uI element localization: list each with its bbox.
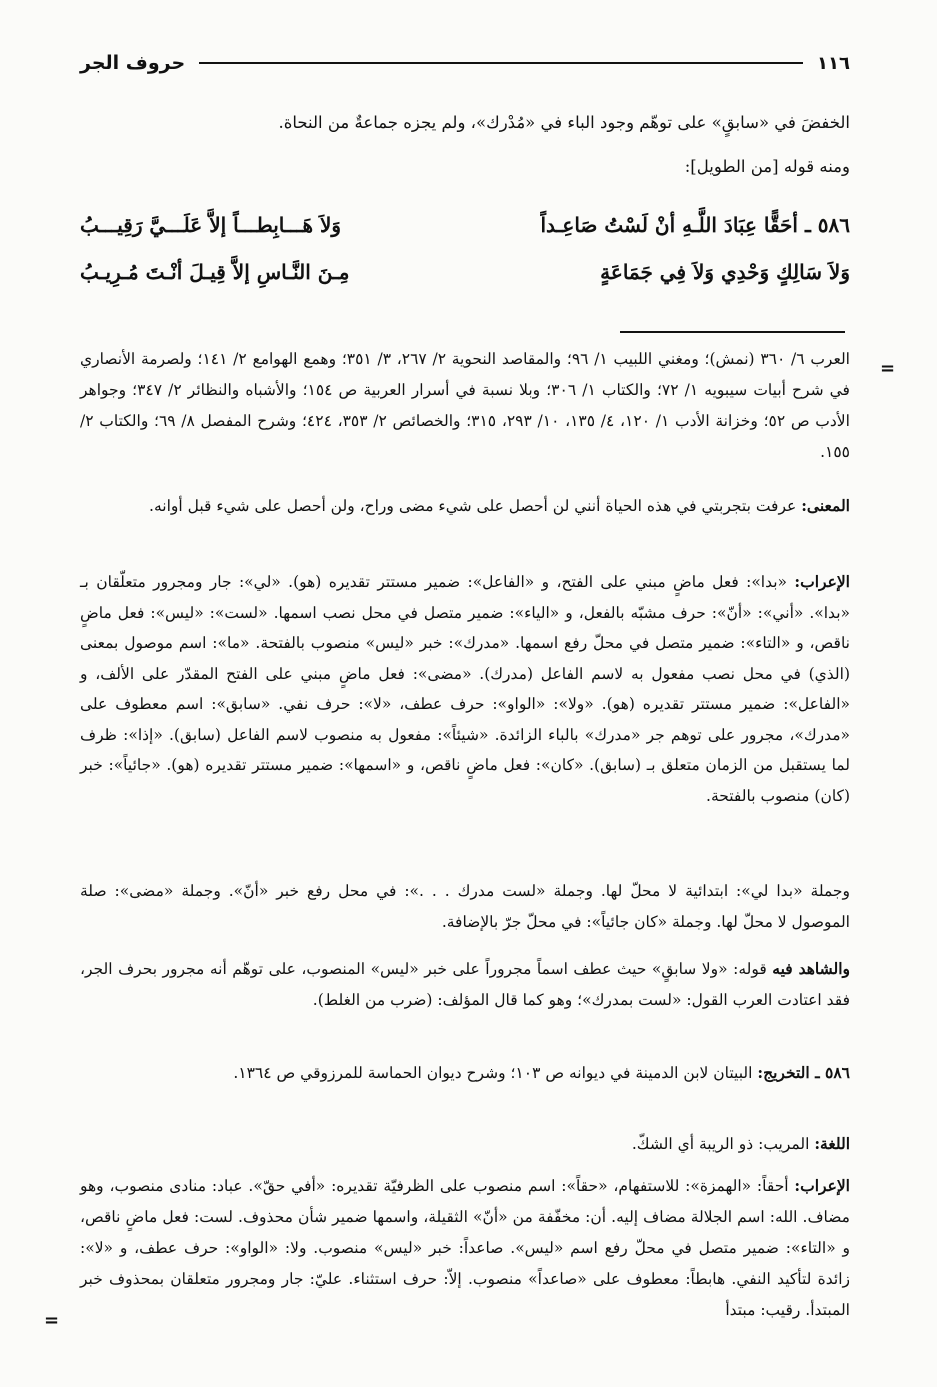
verse-line-2 (80, 252, 850, 292)
verse-line-1 (80, 205, 850, 245)
page-number: ١١٦ (817, 52, 850, 74)
takhrij-text: البيتان لابن الدمينة في ديوانه ص ١٠٣؛ وشرح ديوان الحماسة للمرزوقي ص ١٣٦٤. (233, 1064, 758, 1082)
verse-hemistich-1b: وَلاَ هَـــابِطـــاً إلاَّ عَلَـــيَّ رَقِيـــبُ (80, 213, 342, 237)
verse-hemistich-2a: وَلاَ سَالِكٍ وَحْدِي وَلاَ فِي جَمَاعَةٍ (600, 260, 850, 284)
sentences-paragraph: وجملة «بدا لي»: ابتدائية لا محلّ لها. وجملة «لست مدرك . . .»: في محل رفع خبر «أنّ». وجملة «مضى»: صلة الموصول لا محلّ لها. وجملة «كان جائياً»: في محلّ جرّ بالإضافة. (80, 882, 850, 931)
lexicon-paragraph (80, 1128, 850, 1160)
continuation-mark-top: = (880, 358, 896, 379)
page-header (80, 46, 850, 80)
evidence-paragraph (80, 953, 850, 1016)
meaning-label: المعنى: (801, 496, 850, 515)
takhrij-label: ٥٨٦ ـ التخريج: (757, 1063, 850, 1082)
parsing-label-1: الإعراب: (794, 572, 850, 591)
evidence-label: والشاهد فيه (772, 959, 850, 978)
parsing-paragraph-2 (80, 1170, 850, 1326)
verse-hemistich-2b: مِـنَ النَّـاسِ إلاَّ قِيـلَ أنْـتَ مُـرِيـبُ (80, 260, 350, 284)
evidence-text: قوله: «ولا سابقٍ» حيث عطف اسماً مجروراً على خبر «ليس» المنصوب، على توهّم أنه مجرور بحرف الجر، فقد اعتادت العرب القول: «لست بمدرك»؛ وهو كما قال المؤلف: (ضرب من الغلط). (80, 960, 850, 1009)
lexicon-label: اللغة: (814, 1134, 850, 1153)
header-rule (199, 62, 803, 64)
parsing-label-2: الإعراب: (794, 1176, 850, 1195)
footnote-references: العرب ٦/ ٣٦٠ (نمش)؛ ومغني اللبيب ١/ ٩٦؛ والمقاصد النحوية ٢/ ٢٦٧، ٣/ ٣٥١؛ وهمع الهوامع ٢/ ١٤١؛ ولصرمة الأنصاري في شرح أبيات سيبويه ١/ ٧٢؛ والكتاب ١/ ٣٠٦؛ وبلا نسبة في أسرار العربية ص ١٥٤؛ والأشباه والنظائر ٢/ ٣٤٧؛ وجواهر الأدب ص ٥٢؛ وخزانة الأدب ١/ ١٢٠، ٤/ ١٣٥، ١٠/ ٢٩٣، ٣١٥؛ والخصائص ٢/ ٣٥٣، ٤٢٤؛ وشرح المفصل ٨/ ٦٩؛ والكتاب ٢/ ١٥٥. (80, 350, 850, 461)
parsing-paragraph-1 (80, 567, 850, 811)
takhrij-paragraph (80, 1057, 850, 1089)
verse-hemistich-1a: ٥٨٦ ـ أحَقًّا عِبَادَ اللَّـهِ أنْ لَسْتُ صَاعِـداً (540, 213, 850, 237)
footnote-separator (620, 331, 845, 333)
chapter-title: حروف الجر (80, 52, 186, 74)
meaning-paragraph (80, 490, 850, 522)
parsing-text-1: «بدا»: فعل ماضٍ مبني على الفتح، و «الفاعل»: ضمير مستتر تقديره (هو). «لي»: جار ومجرور متعلّقان بـ «بدا». «أني»: «أنّ»: حرف مشبّه بالفعل، و «الياء»: ضمير متصل في محل نصب اسمها. «لست»: «ليس»: فعل ماضٍ ناقص، و «التاء»: ضمير متصل في محلّ رفع اسمها. «مدرك»: خبر «ليس» منصوب بالفتحة. «ما»: اسم موصول بمعنى (الذي) في محل نصب مفعول به لاسم الفاعل (مدرك). «مضى»: فعل ماضٍ مبني على الفتح المقدّر على الألف، و «الفاعل»: ضمير مستتر تقديره (هو). «ولا»: «الواو»: حرف عطف، «لا»: حرف نفي. «سابق»: اسم معطوف على «مدرك»، مجرور على توهم جر «مدرك» بالباء الزائدة. «شيئاً»: مفعول به منصوب لاسم الفاعل (سابق). «إذا»: ظرف لما يستقبل من الزمان متعلق بـ (سابق). «كان»: فعل ماضٍ ناقص، و «اسمها»: ضمير مستتر تقديره (هو). «جائياً»: خبر (كان) منصوب بالفتحة. (80, 573, 850, 805)
parsing-text-2: أحقاً: «الهمزة»: للاستفهام، «حقاً»: اسم منصوب على الظرفيّة تقديره: «أفي حقّ». عباد: منادى منصوب، وهو مضاف. الله: اسم الجلالة مضاف إليه. أن: مخفّفة من «أنّ» الثقيلة، واسمها ضمير شأن محذوف. لست: فعل ماضٍ ناقص، و «التاء»: ضمير متصل في محلّ رفع اسم «ليس». صاعداً: خبر «ليس» منصوب. ولا: «الواو»: حرف عطف، و «لا»: زائدة لتأكيد النفي. هابطاً: معطوف على «صاعداً» منصوب. إلاّ: حرف استثناء. عليّ: جار ومجرور متعلقان بمحذوف خبر المبتدأ. رقيب: مبتدأ (80, 1177, 850, 1319)
lexicon-text: المريب: ذو الريبة أي الشكّ. (631, 1135, 815, 1153)
intro-line-1: الخفضَ في «سابقٍ» على توهّم وجود الباء في «مُدْرك»، ولم يجزه جماعةٌ من النحاة. (278, 113, 850, 132)
meaning-text: عرفت بتجربتي في هذه الحياة أنني لن أحصل على شيء مضى وراح، ولن أحصل على شيء قبل أوانه. (149, 497, 802, 515)
intro-line-2: ومنه قوله [من الطويل]: (684, 157, 850, 176)
continuation-mark-bottom: = (44, 1310, 60, 1331)
